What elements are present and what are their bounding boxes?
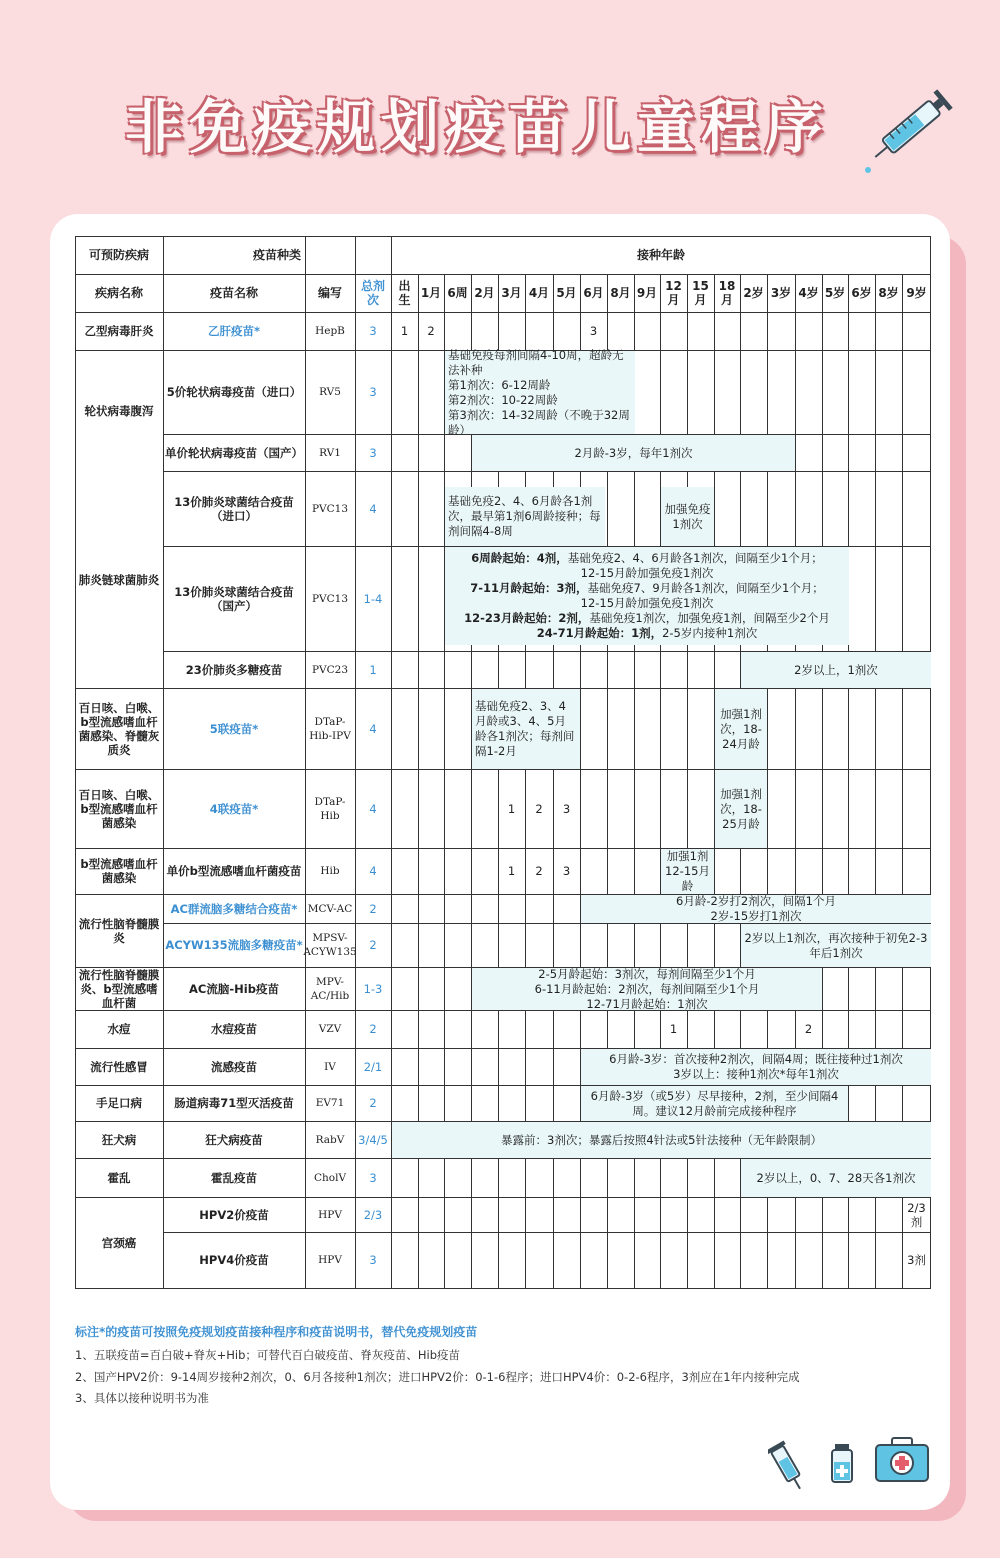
- disease-name: 狂犬病: [101, 1132, 137, 1147]
- header-disease-name: 疾病名称: [94, 286, 143, 300]
- disease-name: 轮状病毒腹泻: [84, 403, 154, 418]
- vaccine-doses: 2: [369, 1022, 377, 1036]
- disease-name: b型流感嗜血杆菌感染: [80, 857, 158, 885]
- header-disease-group: 可预防疾病: [88, 248, 149, 262]
- header-age-12: 18月: [718, 279, 736, 307]
- syringe-icon: [860, 70, 970, 180]
- disease-name: 百日咳、白喉、b型流感嗜血杆菌感染、脊髓灰质炎: [78, 700, 160, 757]
- dose-number: 3: [562, 864, 571, 878]
- hpv4-note: 3剂: [907, 1253, 926, 1267]
- disease-name: 百日咳、白喉、b型流感嗜血杆菌感染: [78, 787, 160, 830]
- vaccine-doses: 3: [369, 324, 377, 338]
- vaccine-doses: 2: [369, 901, 377, 916]
- header-age-18: 8岁: [878, 286, 899, 300]
- header-age-4: 3月: [501, 286, 522, 300]
- span-iv: 6月龄-3岁：首次接种2剂次，间隔4周；既往接种过1剂次 3岁以上：接种1剂次*每年1剂次: [581, 1049, 931, 1085]
- span-rv5: 基础免疫每剂间隔4-10周，超龄无法补种 第1剂次：6-12周龄 第2剂次：10-22周龄 第3剂次：14-32周龄（不晚于32周龄）: [445, 351, 635, 434]
- vaccine-doses: 1: [369, 662, 377, 677]
- vaccine-name: HPV4价疫苗: [199, 1253, 269, 1267]
- header-age-10: 12月: [665, 279, 682, 307]
- vaccine-name: 狂犬病疫苗: [205, 1132, 263, 1147]
- pcv13-dom-text: 基础免疫2、4、6月龄各1剂次，间隔至少1个月；: [567, 551, 823, 565]
- pcv13-dom-text: 24-71月龄起始：: [536, 626, 632, 640]
- span-pcv13-imp: 基础免疫2、4、6月龄各1剂次，最早第1剂6周龄接种；每剂间隔4-8周: [445, 487, 605, 546]
- disease-name: 手足口病: [96, 1096, 142, 1110]
- vaccine-abbr: DTaP-Hib-IPV: [309, 715, 351, 742]
- vaccine-abbr: MCV-AC: [307, 902, 353, 915]
- header-age-0: 出生: [398, 279, 411, 307]
- vaccine-name: 肠道病毒71型灭活疫苗: [174, 1096, 294, 1110]
- vaccine-name: 流感疫苗: [211, 1059, 257, 1074]
- header-age-16: 5岁: [824, 286, 846, 300]
- vaccine-name: 13价肺炎球菌结合疫苗（进口）: [174, 494, 294, 523]
- vaccine-abbr: Hib: [320, 865, 340, 877]
- pcv13-dom-text: 3剂，: [556, 581, 588, 595]
- vaccine-doses: 2: [369, 1096, 377, 1110]
- span-hib-boost: 加强1剂12-15月龄: [661, 849, 714, 894]
- vaccine-name: 单价轮状病毒疫苗（国产）: [165, 445, 303, 460]
- header-age-8: 8月: [610, 286, 631, 300]
- vaccine-abbr: RV1: [319, 446, 341, 459]
- pcv13-dom-text: 基础免疫1剂次，加强免疫1剂，间隔至少2个月: [589, 611, 830, 625]
- pcv13-dom-text: 2剂，: [558, 611, 590, 625]
- span-pcv13-imp-boost: 加强免疫1剂次: [661, 487, 714, 546]
- disease-name: 肺炎链球菌肺炎: [78, 572, 160, 587]
- pcv13-dom-line: [537, 626, 757, 641]
- dose-number: 1: [507, 864, 516, 878]
- disease-name: 流行性脑脊髓膜炎: [78, 916, 160, 945]
- vaccine-name: 水痘疫苗: [211, 1022, 257, 1036]
- dose-number: 3: [589, 324, 598, 338]
- vaccine-abbr: CholV: [313, 1171, 347, 1184]
- vaccine-abbr: PVC13: [311, 502, 349, 515]
- vaccine-abbr: IV: [324, 1060, 336, 1073]
- span-mpsv: 2岁以上1剂次，再次接种于初免2-3年后1剂次: [741, 924, 931, 967]
- pcv13-dom-line: [581, 566, 714, 581]
- vaccine-doses: 4: [369, 721, 377, 736]
- disease-name: 宫颈癌: [101, 1235, 137, 1250]
- header-age-2: 6周: [447, 286, 468, 300]
- dose-number: 1: [400, 324, 409, 338]
- vaccine-doses: 3: [369, 1253, 377, 1267]
- header-age-9: 9月: [636, 286, 658, 300]
- pcv13-dom-text: 12-23月龄起始：: [464, 611, 559, 625]
- vaccine-doses: 3: [369, 445, 377, 460]
- span-ev71: 6月龄-3岁（或5岁）尽早接种，2剂，至少间隔4周。建议12月龄前完成接种程序: [581, 1086, 848, 1121]
- header-age-14: 3岁: [770, 286, 792, 300]
- vaccine-abbr: DTaP-Hib: [314, 795, 346, 822]
- vaccine-abbr: HepB: [315, 325, 345, 337]
- span-rabv: 暴露前：3剂次；暴露后按照4针法或5针法接种（无年龄限制）: [392, 1122, 931, 1158]
- vaccine-abbr: PVC13: [311, 592, 349, 605]
- vaccine-abbr: PVC23: [311, 663, 349, 676]
- vaccine-doses: 1-4: [363, 591, 383, 606]
- disease-name: 霍乱: [107, 1170, 131, 1185]
- pcv13-dom-text: 1剂，: [631, 626, 663, 640]
- syringe-small-icon: [768, 1440, 808, 1495]
- vaccine-doses: 2: [369, 938, 377, 952]
- span-rv1: 2月龄-3岁，每年1剂次: [472, 435, 795, 471]
- vaccine-abbr: MPSV-ACYW135: [303, 932, 357, 958]
- header-age-3: 2月: [474, 286, 495, 300]
- vaccine-abbr: MPV-AC/Hib: [310, 975, 350, 1002]
- span-dtap4-boost: 加强1剂次，18-25月龄: [715, 770, 767, 848]
- vial-icon: [826, 1442, 858, 1484]
- disease-name: 流行性脑脊髓膜炎、b型流感嗜血杆菌: [78, 967, 160, 1010]
- vaccine-name: 23价肺炎多糖疫苗: [185, 662, 283, 677]
- header-age-17: 6岁: [851, 286, 872, 300]
- span-mcvac: 6月龄-2岁打2剂次，间隔1个月 2岁-15岁打1剂次: [581, 895, 931, 923]
- header-age-19: 9岁: [906, 286, 927, 300]
- header-vaccine-name: 疫苗名称: [209, 286, 258, 300]
- dose-number: 1: [669, 1022, 678, 1036]
- vaccine-name: AC流脑-Hib疫苗: [189, 981, 279, 996]
- vaccine-doses: 4: [369, 801, 377, 816]
- header-total-doses: 总剂次: [360, 279, 385, 307]
- disease-name: 乙型病毒肝炎: [84, 324, 154, 338]
- span-dtap5: 基础免疫2、3、4月龄或3、4、5月龄各1剂次；每剂间隔1-2月: [472, 689, 580, 769]
- vaccine-name: HPV2价疫苗: [199, 1207, 269, 1222]
- pcv13-dom-line: [470, 581, 824, 596]
- dose-number: 2: [535, 864, 543, 878]
- vaccine-name: ACYW135流脑多糖疫苗*: [165, 938, 303, 952]
- vaccine-abbr: HPV: [318, 1208, 342, 1221]
- span-cholv: 2岁以上，0、7、28天各1剂次: [741, 1159, 931, 1197]
- vaccine-name: 乙肝疫苗*: [207, 324, 260, 338]
- vaccine-name: 单价b型流感嗜血杆菌疫苗: [166, 864, 302, 878]
- header-age-6: 5月: [556, 286, 577, 300]
- dose-number: 3: [562, 801, 571, 816]
- disease-name: 水痘: [107, 1022, 131, 1036]
- vaccine-doses: 3/4/5: [358, 1132, 388, 1147]
- vaccine-abbr: RabV: [315, 1133, 345, 1146]
- header-age-group: 接种年龄: [636, 248, 685, 262]
- span-pcv13-dom: [445, 547, 849, 645]
- vaccine-abbr: RV5: [319, 386, 341, 398]
- vaccine-doses: 4: [369, 864, 377, 878]
- hpv2-note: 2/3剂: [907, 1200, 926, 1229]
- dose-number: 2: [535, 801, 543, 816]
- vaccine-name: 5价轮状病毒疫苗（进口）: [166, 385, 302, 399]
- vaccine-name: 4联疫苗*: [209, 801, 259, 816]
- vaccine-name: AC群流脑多糖结合疫苗*: [170, 901, 298, 916]
- footnote-2: 2、国产HPV2价：9-14周岁接种2剂次，0、6月各接种1剂次；进口HPV2价：0-1-6程序；进口HPV4价：0-2-6程序，3剂应在1年内接种完成: [75, 1370, 800, 1384]
- header-age-7: 6月: [583, 286, 604, 300]
- pcv13-dom-line: [464, 611, 830, 626]
- vaccine-name: 13价肺炎球菌结合疫苗（国产）: [174, 584, 294, 613]
- pcv13-dom-text: 12-15月龄加强免疫1剂次: [580, 566, 714, 580]
- page-title: 非免疫规划疫苗儿童程序: [125, 93, 830, 161]
- pcv13-dom-line: [581, 596, 714, 611]
- header-age-11: 15月: [692, 279, 709, 307]
- pcv13-dom-text: 7-11月龄起始：: [470, 581, 557, 595]
- vaccine-name: 霍乱疫苗: [211, 1170, 257, 1185]
- pcv13-dom-line: [471, 551, 823, 566]
- footnote-3: 3、具体以接种说明书为准: [75, 1391, 209, 1405]
- vaccine-abbr: HPV: [318, 1254, 342, 1266]
- vaccine-doses: 3: [369, 385, 377, 399]
- pcv13-dom-text: 2-5岁内接种1剂次: [662, 626, 758, 640]
- pcv13-dom-text: 4剂，: [536, 551, 568, 565]
- header-abbr: 编写: [317, 286, 342, 300]
- header-age-15: 4岁: [798, 286, 819, 300]
- vaccine-doses: 2/3: [363, 1207, 383, 1222]
- vaccine-doses: 1-3: [363, 981, 383, 996]
- vaccine-doses: 3: [369, 1170, 377, 1185]
- header-age-5: 4月: [528, 286, 550, 300]
- schedule-table: [75, 236, 931, 1290]
- span-mpvac: 2-5月龄起始：3剂次，每剂间隔至少1个月 6-11月龄起始：2剂次，每剂间隔至少1个月 12-71月龄起始：1剂次: [472, 968, 822, 1010]
- dose-number: 2: [804, 1022, 813, 1036]
- pcv13-dom-text: 基础免疫7、9月龄各1剂次，间隔至少1个月；: [587, 581, 824, 595]
- vaccine-abbr: EV71: [315, 1097, 345, 1109]
- dose-number: 2: [427, 324, 435, 338]
- footnote-star: 标注*的疫苗可按照免疫规划疫苗接种程序和疫苗说明书，替代免疫规划疫苗: [75, 1325, 478, 1339]
- first-aid-kit-icon: [874, 1436, 930, 1484]
- span-ppv23: 2岁以上，1剂次: [741, 652, 931, 688]
- pcv13-dom-text: 12-15月龄加强免疫1剂次: [580, 596, 714, 610]
- header-age-13: 2岁: [743, 286, 764, 300]
- pcv13-dom-text: 6周龄起始：: [471, 551, 537, 565]
- dose-number: 1: [507, 801, 516, 816]
- vaccine-name: 5联疫苗*: [209, 721, 259, 736]
- header-age-1: 1月: [420, 286, 442, 300]
- span-dtap5-boost: 加强1剂次，18-24月龄: [715, 689, 767, 769]
- vaccine-abbr: VZV: [318, 1023, 342, 1035]
- header-vaccine-group: 疫苗种类: [252, 248, 301, 262]
- footnote-1: 1、五联疫苗=百白破+脊灰+Hib；可替代百白破疫苗、脊灰疫苗、Hib疫苗: [75, 1348, 461, 1362]
- disease-name: 流行性感冒: [90, 1059, 148, 1074]
- vaccine-doses: 4: [369, 501, 377, 516]
- vaccine-doses: 2/1: [363, 1059, 383, 1074]
